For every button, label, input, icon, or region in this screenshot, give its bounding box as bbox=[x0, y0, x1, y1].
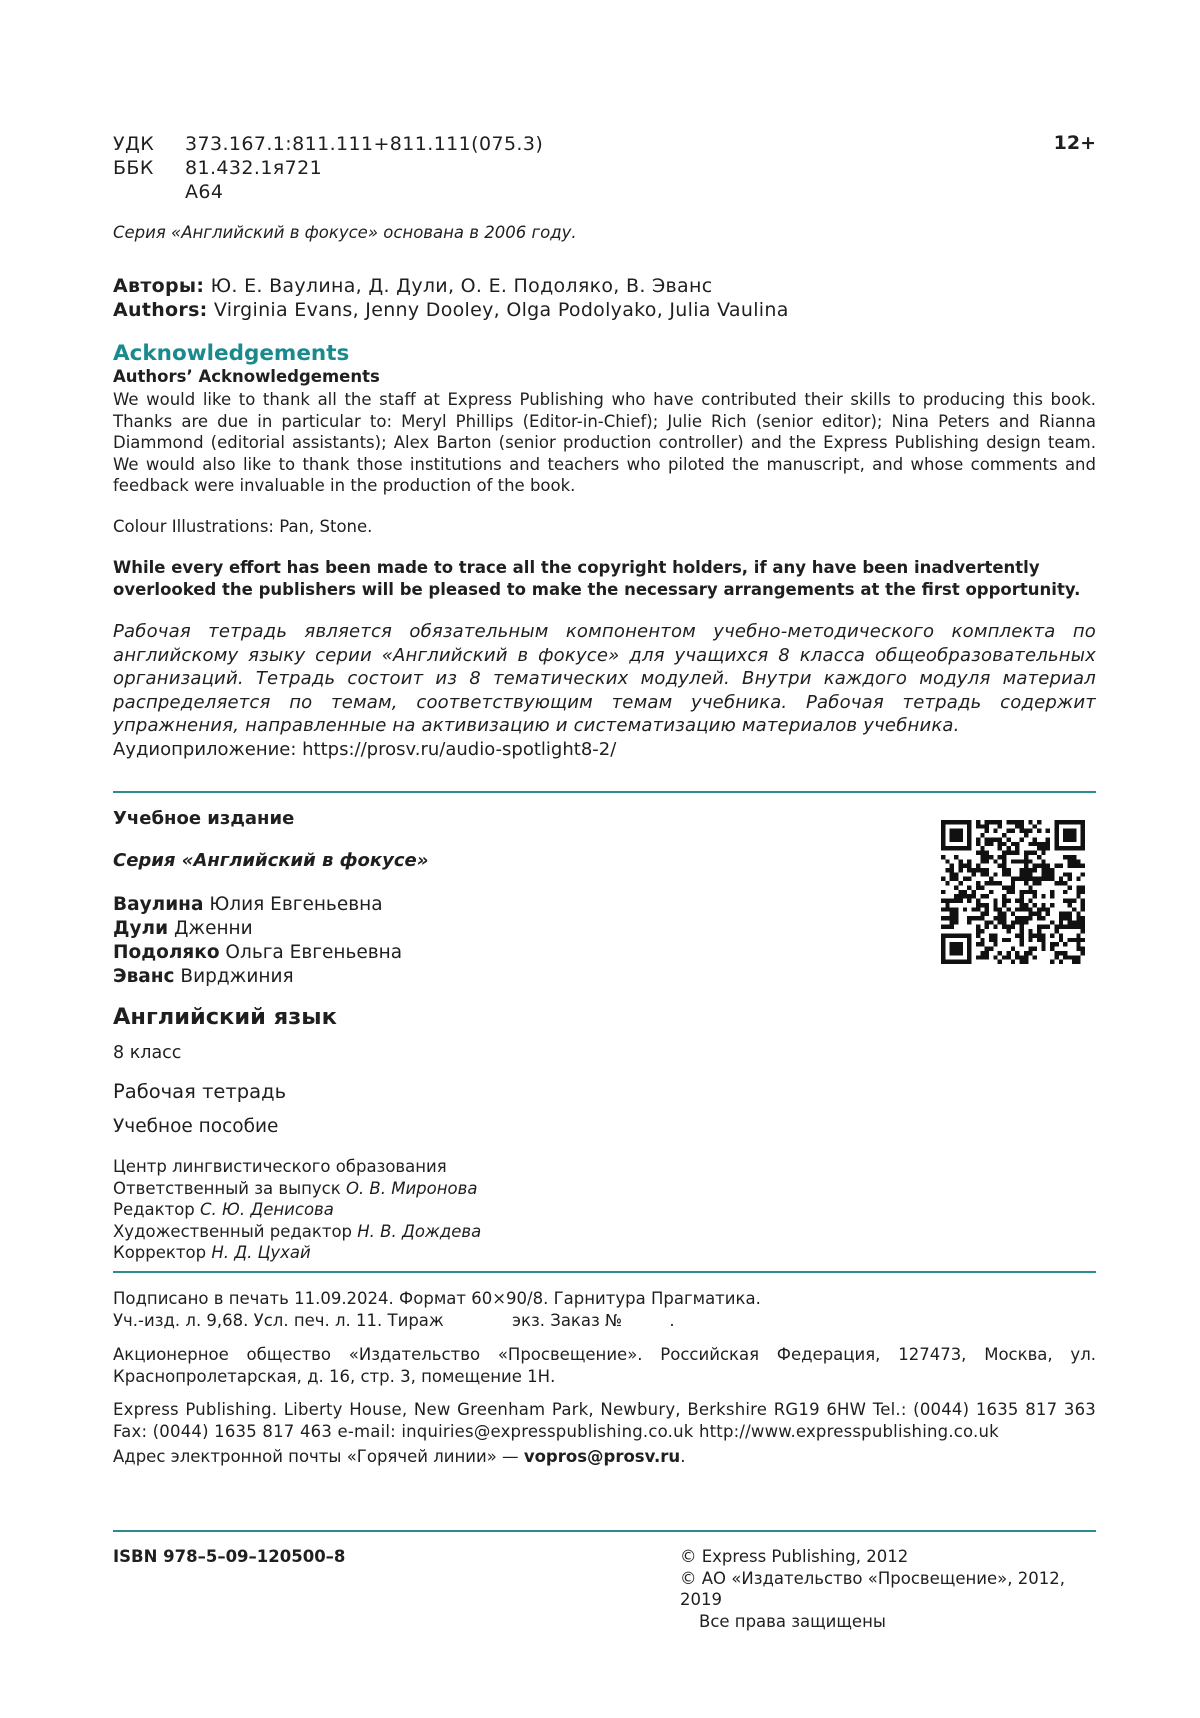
code-key bbox=[113, 180, 185, 204]
person-surname: Подоляко bbox=[113, 942, 220, 963]
person-name: Ольга Евгеньевна bbox=[219, 942, 403, 963]
age-rating: 12+ bbox=[1053, 132, 1096, 154]
authors-ru-names: Ю. Е. Ваулина, Д. Дули, О. Е. Подоляко, В. Эванс bbox=[204, 275, 713, 297]
workbook-description: Рабочая тетрадь является обязательным компонентом учебно-методического комплекта по английскому языку серии «Английский в фокусе» для учащихся 8 класса общеобразовательных организаций. Тетрадь состоит из 8 тематических модулей. Внутри каждого модуля материал распределяется по темам, соответствующим темам учебника. Рабочая тетрадь содержит упражнения, направленные на активизацию и систематизацию материалов учебника. bbox=[113, 621, 1096, 736]
staff-role: Центр лингвистического образования bbox=[113, 1157, 447, 1176]
staff-row bbox=[113, 1221, 481, 1243]
acknowledgements-subtitle: Authors’ Acknowledgements bbox=[113, 367, 380, 386]
person-name: Юлия Евгеньевна bbox=[203, 894, 383, 915]
acknowledgements-title: Acknowledgements bbox=[113, 341, 350, 366]
series-note: Серия «Английский в фокусе» основана в 2006 году. bbox=[113, 223, 577, 242]
person-surname: Ваулина bbox=[113, 894, 204, 915]
imprint-page bbox=[113, 0, 1096, 1718]
copyright-line: © АО «Издательство «Просвещение», 2012, 2019 bbox=[680, 1568, 1065, 1609]
staff-role: Корректор bbox=[113, 1243, 212, 1262]
qr-code-icon bbox=[941, 820, 1085, 964]
isbn: ISBN 978–5–09–120500–8 bbox=[113, 1547, 346, 1566]
staff-person: С. Ю. Денисова bbox=[200, 1200, 334, 1219]
authors-full-names bbox=[113, 893, 402, 989]
book-type: Рабочая тетрадь bbox=[113, 1080, 287, 1103]
person-row bbox=[113, 941, 402, 965]
code-key: УДК bbox=[113, 133, 155, 155]
person-row bbox=[113, 965, 402, 989]
staff-row bbox=[113, 1199, 481, 1221]
publisher-address: Акционерное общество «Издательство «Просвещение». Российская Федерация, 127473, Москва, ул. Краснопролетарская, д. 16, стр. 3, помещение 1Н. bbox=[113, 1345, 1096, 1386]
classification-codes bbox=[113, 132, 543, 204]
copyright-block bbox=[680, 1546, 1096, 1632]
edition-type: Учебное издание bbox=[113, 808, 295, 829]
staff-role: Художественный редактор bbox=[113, 1221, 358, 1241]
divider bbox=[113, 1271, 1096, 1273]
person-name: Дженни bbox=[168, 918, 253, 939]
person-row bbox=[113, 893, 402, 917]
code-key: ББК bbox=[113, 157, 154, 179]
authors-en-names: Virginia Evans, Jenny Dooley, Olga Podolyako, Julia Vaulina bbox=[207, 299, 789, 321]
staff-person: О. В. Миронова bbox=[345, 1178, 478, 1198]
staff-person: Н. В. Дождева bbox=[357, 1221, 482, 1241]
hotline-label: Адрес электронной почты «Горячей линии» — bbox=[113, 1447, 524, 1466]
divider bbox=[113, 791, 1096, 793]
code-value: 81.432.1я721 bbox=[185, 157, 323, 179]
manual-type: Учебное пособие bbox=[113, 1116, 279, 1137]
staff-role: Редактор bbox=[113, 1200, 201, 1219]
code-value: 373.167.1:811.111+811.111(075.3) bbox=[185, 133, 544, 155]
hotline-end: . bbox=[680, 1447, 686, 1466]
authors-ru-label: Авторы: bbox=[113, 275, 205, 297]
staff-list bbox=[113, 1156, 481, 1264]
copyright-line: © Express Publishing, 2012 bbox=[680, 1547, 909, 1566]
person-surname: Дули bbox=[113, 918, 169, 939]
person-name: Вирджиния bbox=[174, 966, 294, 987]
hotline-email bbox=[113, 1447, 685, 1466]
series-title: Серия «Английский в фокусе» bbox=[113, 850, 429, 871]
express-publishing-address: Express Publishing. Liberty House, New Greenham Park, Newbury, Berkshire RG19 6HW Tel.: (0044) 1635 817 363 Fax: (0044) 1635 817 463 e-mail: inquiries@expresspublishing.co.uk http://www.expresspublishing.co.uk bbox=[113, 1400, 1096, 1441]
staff-role: Ответственный за выпуск bbox=[113, 1178, 346, 1198]
authors-block bbox=[113, 274, 789, 322]
person-surname: Эванс bbox=[113, 966, 175, 987]
divider bbox=[113, 1530, 1096, 1532]
copyright-line: Все права защищены bbox=[699, 1611, 886, 1631]
staff-row bbox=[113, 1156, 481, 1178]
audio-link[interactable]: Аудиоприложение: https://prosv.ru/audio-spotlight8-2/ bbox=[113, 739, 617, 760]
staff-row bbox=[113, 1178, 481, 1200]
staff-person: Н. Д. Цухай bbox=[211, 1243, 311, 1262]
print-line-1: Подписано в печать 11.09.2024. Формат 60×90/8. Гарнитура Прагматика. bbox=[113, 1289, 761, 1308]
print-info bbox=[113, 1288, 761, 1331]
copyright-notice: While every effort has been made to trace all the copyright holders, if any have been inadvertently overlooked the publishers will be pleased to make the necessary arrangements at the first opportunity. bbox=[113, 558, 1081, 599]
authors-en-label: Authors: bbox=[113, 299, 208, 321]
hotline-email-link[interactable]: vopros@prosv.ru bbox=[523, 1447, 681, 1466]
grade: 8 класс bbox=[113, 1043, 182, 1063]
print-line-2: Уч.-изд. л. 9,68. Усл. печ. л. 11. Тираж экз. Заказ № . bbox=[113, 1310, 675, 1330]
subject-title: Английский язык bbox=[113, 1004, 337, 1030]
acknowledgements-text: We would like to thank all the staff at Express Publishing who have contributed their skills to producing this book. Thanks are due in particular to: Meryl Phillips (Editor-in-Chief); Julie Rich (senior editor); Nina Peters and Rianna Diammond (editorial assistants); Alex Barton (senior production controller) and the Express Publishing design team. We would also like to thank those institutions and teachers who piloted the manuscript, and whose comments and feedback were invaluable in the production of the book. bbox=[113, 390, 1096, 495]
code-value: А64 bbox=[185, 181, 224, 203]
illustrations-credit: Colour Illustrations: Pan, Stone. bbox=[113, 517, 373, 536]
person-row bbox=[113, 917, 402, 941]
staff-row bbox=[113, 1242, 481, 1264]
